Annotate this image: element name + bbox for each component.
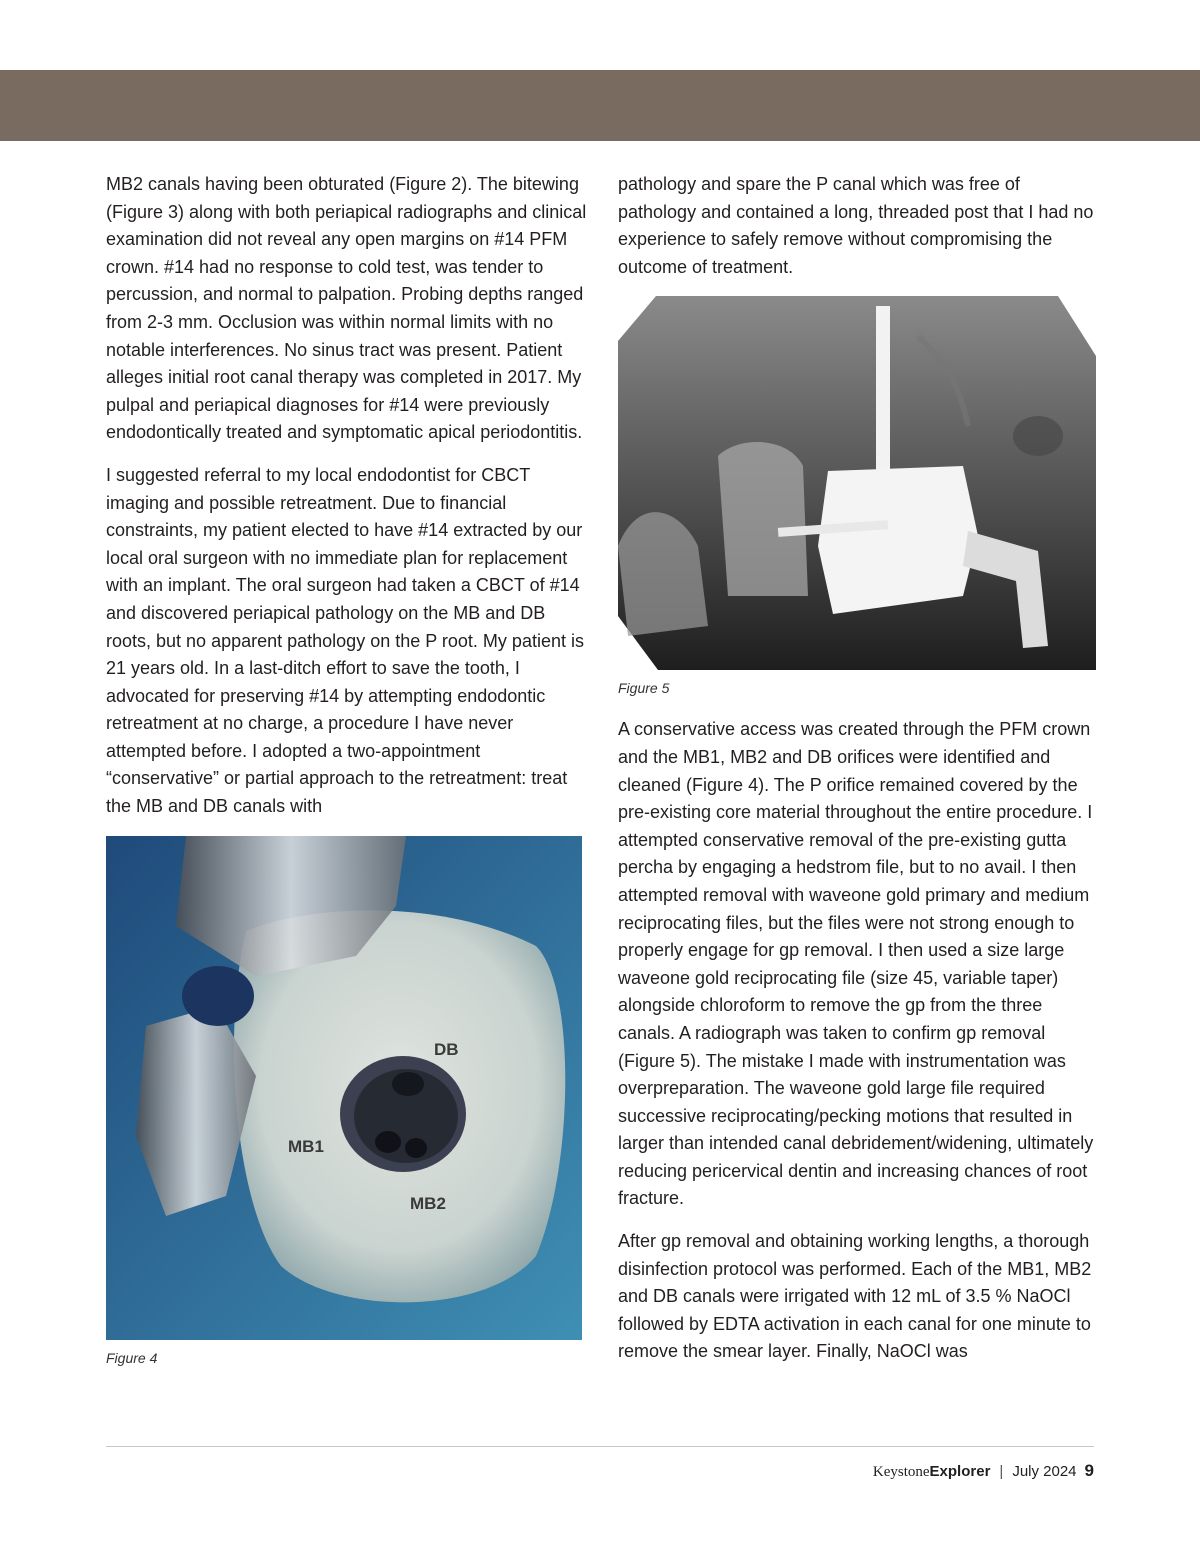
right-column [618, 171, 1096, 1381]
page-number: 9 [1084, 1461, 1094, 1480]
right-paragraph-2: A conservative access was created through the PFM crown and the MB1, MB2 and DB orifices were identified and cleaned (Figure 4). The P orifice remained covered by the pre-existing core material throughout the entire procedure. I attempted conservative removal of the pre-existing gutta percha by engaging a hedstrom file, but to no avail. I then attempted removal with waveone gold primary and medium reciprocating files, but the files were not strong enough to properly engage for gp removal. I then used a size large waveone gold reciprocating file (size 45, variable taper) alongside chloroform to remove the gp from the three canals. A radiograph was taken to confirm gp removal (Figure 5). The mistake I made with instrumentation was overpreparation. The waveone gold large file required successive reciprocating/pecking motions that resulted in larger than intended canal debridement/widening, ultimately reducing pericervical dentin and increasing chances of root fracture. [618, 719, 1094, 1209]
left-paragraph-1: MB2 canals having been obturated (Figure 2). The bitewing (Figure 3) along with both periapical radiographs and clinical examination did not reveal any open margins on #14 PFM crown. #14 had no response to cold test, was tender to percussion, and normal to palpation. Probing depths ranged from 2-3 mm. Occlusion was within normal limits with no notable interferences. No sinus tract was present. Patient alleges initial root canal therapy was completed in 2017. My pulpal and periapical diagnoses for #14 were previously endodontically treated and symptomatic apical periodontitis. [106, 174, 587, 443]
right-paragraph-1: pathology and spare the P canal which was free of pathology and contained a long, threaded post that I had no experience to safely remove without compromising the outcome of treatment. [618, 174, 1094, 277]
figure-4-caption: Figure 4 [106, 1349, 158, 1366]
publication-name-keystone: Keystone [872, 1464, 930, 1480]
right-paragraph-3: After gp removal and obtaining working lengths, a thorough disinfection protocol was performed. Each of the MB1, MB2 and DB canals were irrigated with 12 mL of 3.5 % NaOCl followed by EDTA activation in each canal for one minute to remove the smear layer. Finally, NaOCl was [618, 1231, 1092, 1362]
header-band [0, 70, 1200, 141]
left-column [106, 171, 588, 1386]
left-paragraph-2: I suggested referral to my local endodontist for CBCT imaging and possible retreatment. Due to financial constraints, my patient elected to have #14 extracted by our local oral surgeon with no immediate plan for replacement with an implant. The oral surgeon had taken a CBCT of #14 and discovered periapical pathology on the MB and DB roots, but no apparent pathology on the P root. My patient is 21 years old. In a last-ditch effort to save the tooth, I advocated for preserving #14 by attempting endodontic retreatment at no charge, a procedure I have never attempted before. I adopted a two-appointment “conservative” or partial approach to the retreatment: treat the MB and DB canals with [106, 464, 584, 817]
issue-date: July 2024 [1012, 1463, 1077, 1480]
page-footer [873, 1461, 1094, 1481]
figure-5-radiograph [618, 296, 1096, 670]
footer-divider [106, 1446, 1094, 1447]
footer-separator: | [999, 1463, 1004, 1480]
figure-5-caption: Figure 5 [618, 680, 670, 697]
label-mb1: MB1 [288, 1136, 324, 1156]
tooth-access-photo [106, 836, 582, 1340]
figure-4-photo [106, 836, 582, 1340]
label-mb2: MB2 [410, 1193, 446, 1213]
radiograph-image [618, 296, 1096, 670]
label-db: DB [434, 1039, 459, 1059]
publication-name-explorer: Explorer [929, 1463, 991, 1480]
